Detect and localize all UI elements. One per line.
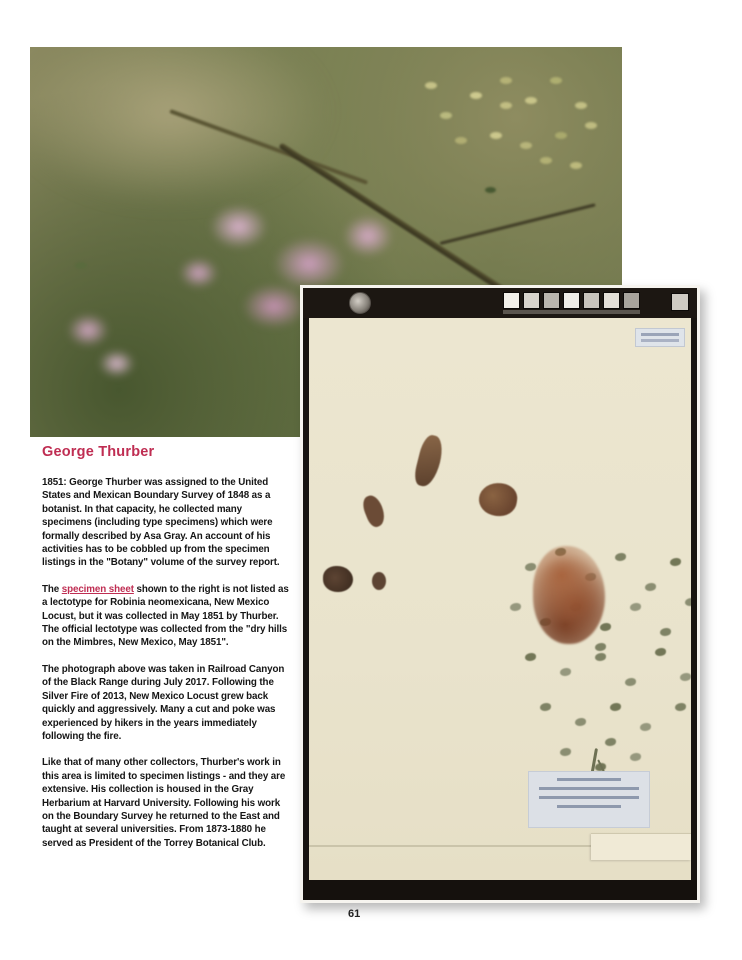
specimen-label [528,771,650,828]
calibration-square [523,292,540,309]
label-text-line [557,778,621,781]
specimen-sheet-image [300,285,700,903]
calibration-square [543,292,560,309]
paragraph-specimen [42,583,294,650]
photo-bud-cluster [500,102,512,109]
calibration-square [583,292,600,309]
photo-foliage-right [485,187,496,193]
specimen-fragment [323,566,353,592]
specimen-barcode-label [591,833,691,860]
calibration-square [623,292,640,309]
article-text-column [42,444,294,863]
paragraph-specimen-suffix: shown to the right is not listed as a lectotype for Robinia neomexicana, New Mexico Locust, but it was collected in May 1851 by Thurber. The official lectotype was collected from the "dry hills on the Mimbres, New Mexico, May 1851". [42,583,289,649]
photo-branch [440,203,596,245]
photo-pink-flower-small [55,297,150,392]
paragraph-photograph: The photograph above was taken in Railroad Canyon of the Black Range during July 2017. Following the Silver Fire of 2013, New Mexico Locust grew back quickly and aggressively. Many a cut and poke was experienced by hikers in the years immediately following the fire. [42,663,285,742]
accession-stamp-icon [635,328,685,347]
specimen-sheet [309,318,691,880]
specimen-fragment [372,572,386,590]
page-title: George Thurber [42,444,155,460]
specimen-frame [303,288,697,900]
specimen-fragment [360,493,389,529]
specimen-flower-mass [533,546,605,644]
paragraph-specimen-prefix: The [42,583,62,595]
calibration-square [503,292,520,309]
label-text-line [557,805,621,808]
calibration-strip-shadow [503,310,640,314]
label-text-line [539,796,639,799]
photo-foliage-left [75,262,87,269]
paragraph-biography: 1851: George Thurber was assigned to the United States and Mexican Boundary Survey of 1848 as a botanist. In that capacity, he collected many specimens (including type specimens) which were formally described by Asa Gray. An account of his activities has to be cobbled up from the specimen listings in the "Botany" volume of the survey report. [42,477,280,569]
specimen-fragment [477,481,519,519]
label-text-line [539,787,639,790]
calibration-square [603,292,620,309]
specimen-top-bar [303,288,697,318]
page-number: 61 [348,908,361,920]
paragraph-legacy: Like that of many other collectors, Thurber's work in this area is limited to specimen listings - and they are extensive. His collection is housed in the Gray Herbarium at Harvard University. Following his work on the Boundary Survey he returned to the East and taught at several universities. From 1873-1880 he served as President of the Torrey Botanical Club. [42,757,286,849]
specimen-bottom-bar [303,880,697,900]
color-calibration-strip-icon [503,292,640,309]
ruler-end-square [671,293,689,311]
specimen-fragment-pod [412,433,446,489]
herbarium-logo-icon [349,292,371,314]
specimen-leaf-cluster [595,643,606,651]
specimen-sheet-link[interactable]: specimen sheet [61,583,134,595]
calibration-square [563,292,580,309]
